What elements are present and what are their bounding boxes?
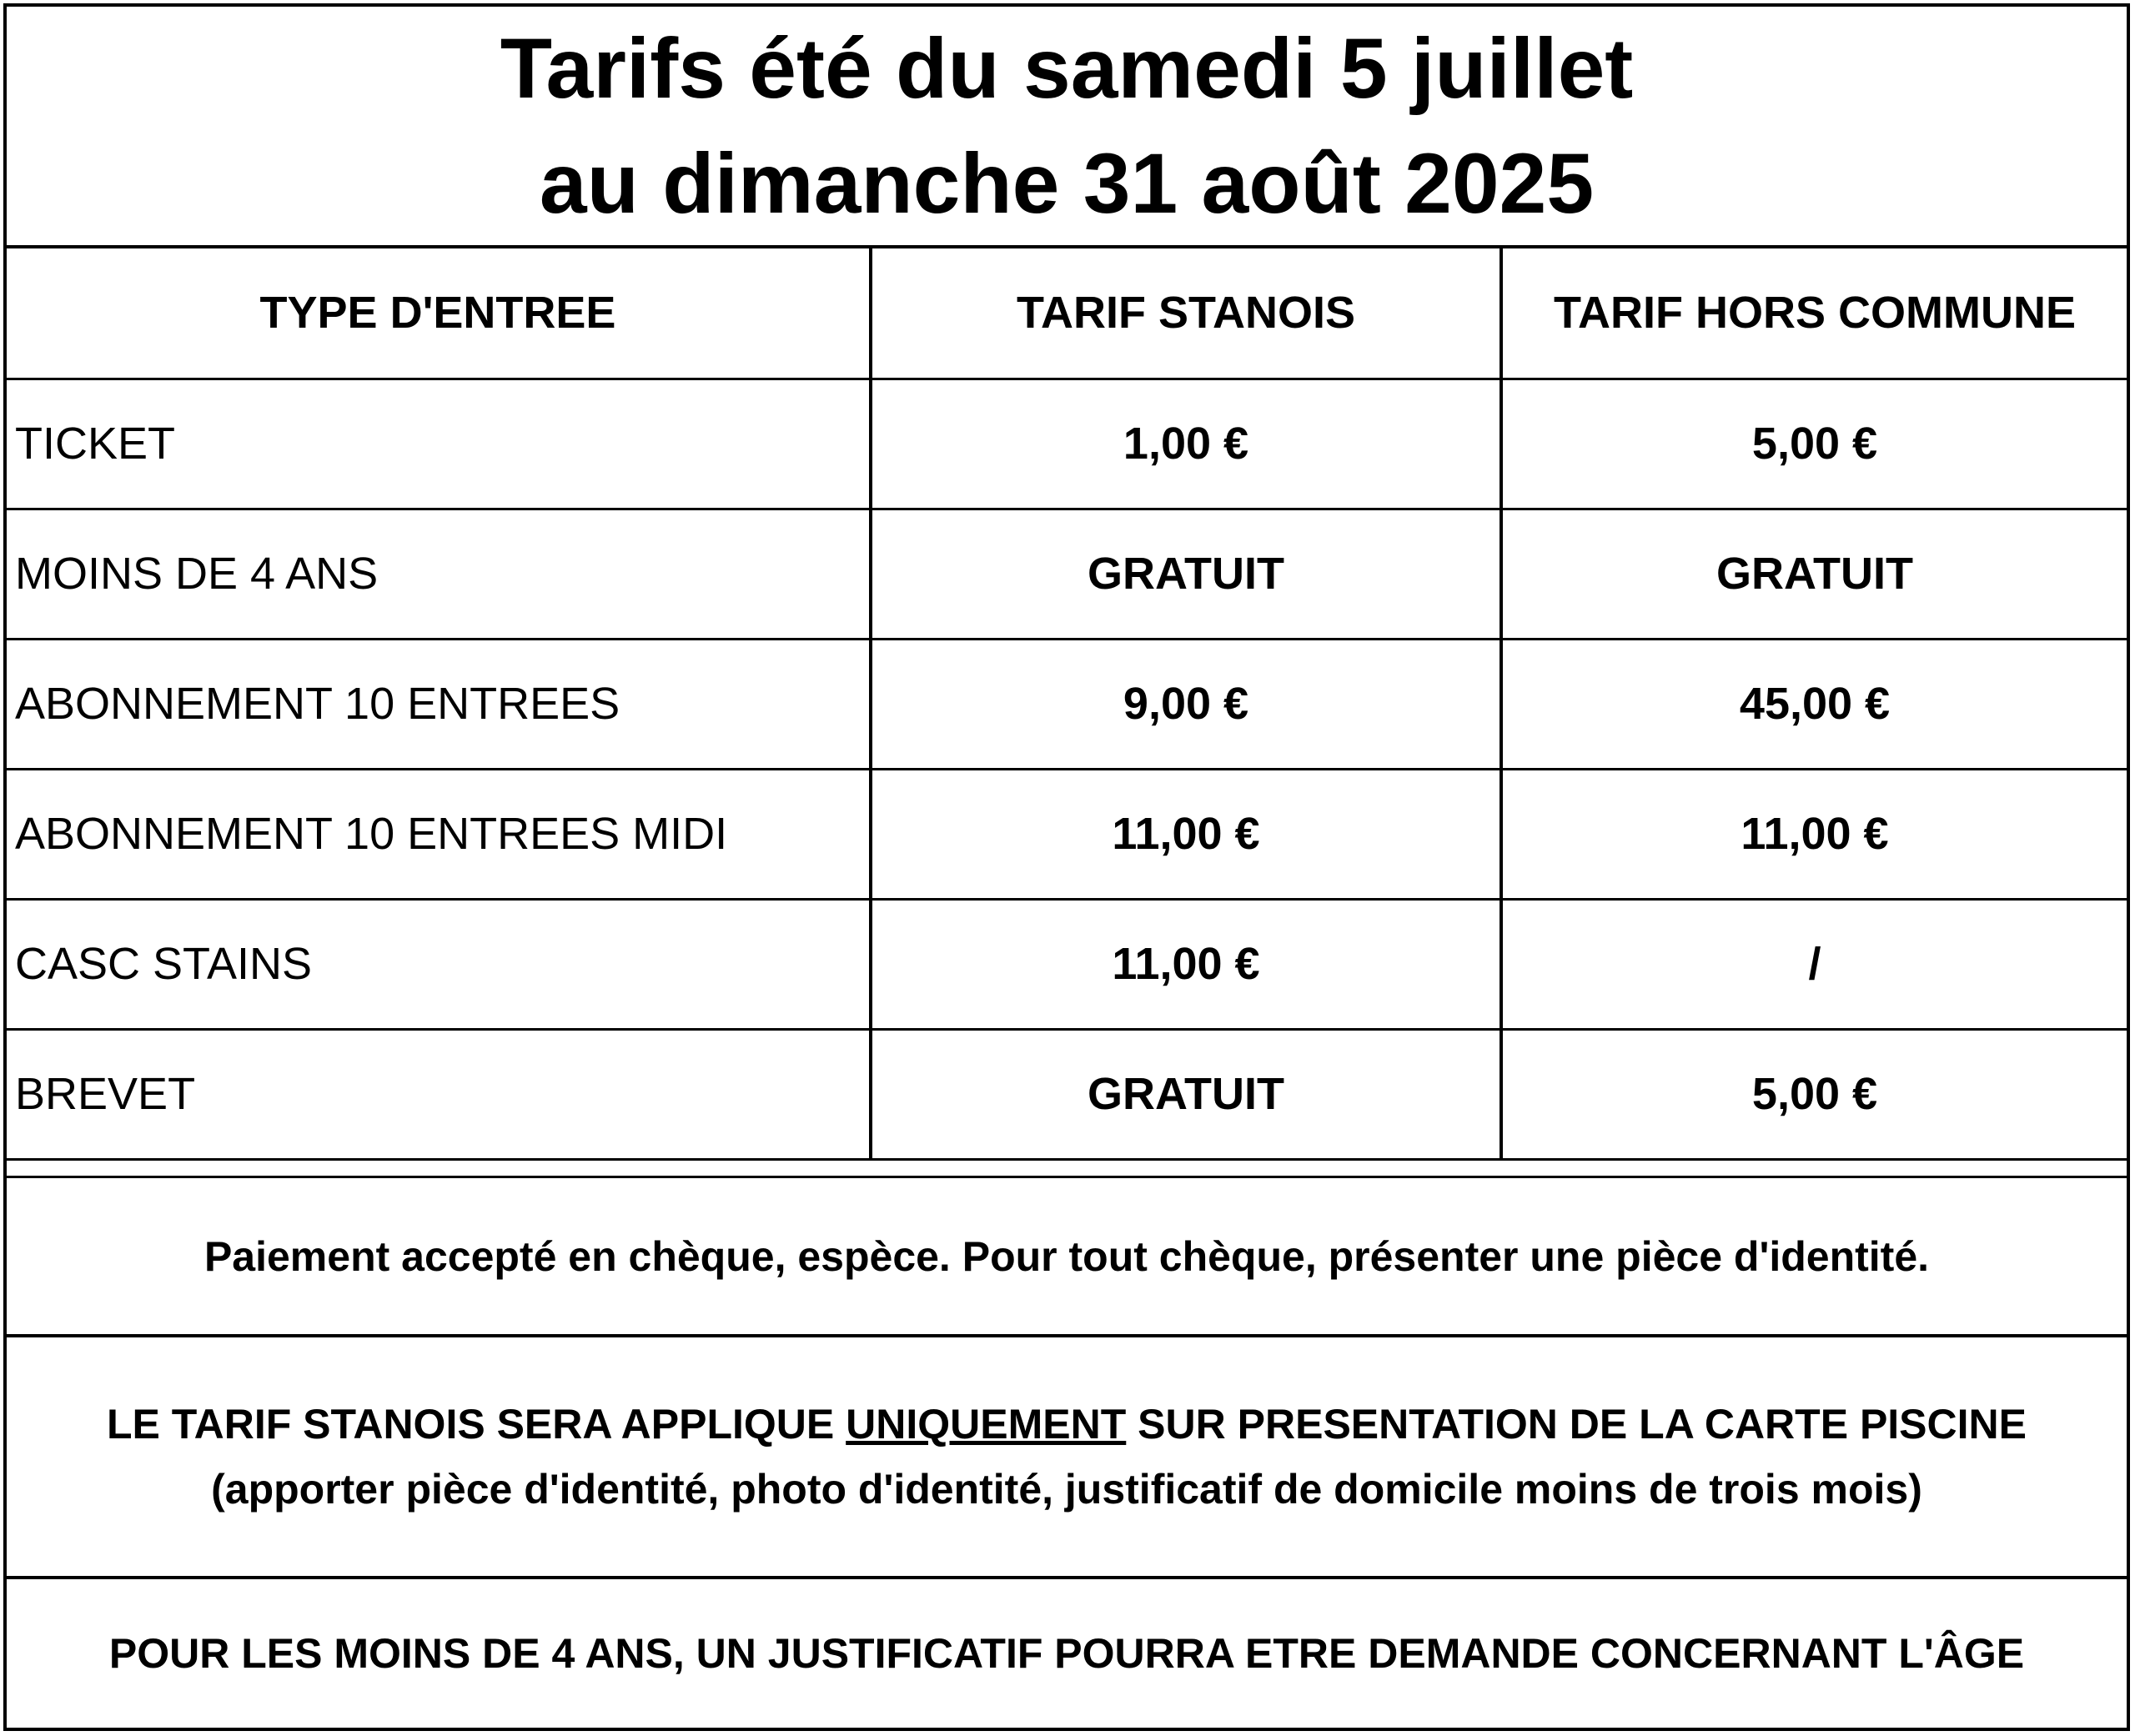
header-stanois: TARIF STANOIS bbox=[871, 248, 1501, 379]
row-hors-commune: GRATUIT bbox=[1501, 509, 2127, 639]
row-hors-commune: 5,00 € bbox=[1501, 1029, 2127, 1159]
tarif-after: SUR PRESENTATION DE LA CARTE PISCINE bbox=[1126, 1401, 2027, 1448]
header-hors-commune: TARIF HORS COMMUNE bbox=[1501, 248, 2127, 379]
documents-text: (apporter pièce d'identité, photo d'identité, justificatif de domicile moins de trois mois) bbox=[211, 1466, 1922, 1513]
table-row bbox=[7, 899, 2127, 1029]
table-row bbox=[7, 379, 2127, 509]
table-row bbox=[7, 509, 2127, 639]
header-type: TYPE D'ENTREE bbox=[7, 248, 871, 379]
header-row bbox=[7, 248, 2127, 379]
row-type: TICKET bbox=[7, 379, 871, 509]
row-stanois: 1,00 € bbox=[871, 379, 1501, 509]
age-text: POUR LES MOINS DE 4 ANS, UN JUSTIFICATIF POURRA ETRE DEMANDE CONCERNANT L'ÂGE bbox=[108, 1630, 2025, 1677]
row-stanois: GRATUIT bbox=[871, 509, 1501, 639]
row-hors-commune: / bbox=[1501, 899, 2127, 1029]
row-type: ABONNEMENT 10 ENTREES bbox=[7, 639, 871, 769]
row-type: BREVET bbox=[7, 1029, 871, 1159]
payment-text: Paiement accepté en chèque, espèce. Pour tout chèque, présenter une pièce d'identité. bbox=[203, 1232, 1930, 1280]
row-type: CASC STAINS bbox=[7, 899, 871, 1029]
row-hors-commune: 45,00 € bbox=[1501, 639, 2127, 769]
payment-note bbox=[7, 1176, 2127, 1334]
title-line-1: Tarifs été du samedi 5 juillet bbox=[500, 21, 1634, 116]
title-line-2: au dimanche 31 août 2025 bbox=[539, 136, 1595, 231]
row-stanois: 11,00 € bbox=[871, 899, 1501, 1029]
row-stanois: 9,00 € bbox=[871, 639, 1501, 769]
tarif-condition-note bbox=[7, 1334, 2127, 1576]
price-sheet bbox=[3, 3, 2130, 1731]
row-hors-commune: 5,00 € bbox=[1501, 379, 2127, 509]
row-stanois: GRATUIT bbox=[871, 1029, 1501, 1159]
table-row bbox=[7, 769, 2127, 899]
tarif-before: LE TARIF STANOIS SERA APPLIQUE bbox=[107, 1401, 846, 1448]
rates-table bbox=[7, 248, 2127, 1161]
tarif-underlined: UNIQUEMENT bbox=[846, 1401, 1127, 1448]
row-hors-commune: 11,00 € bbox=[1501, 769, 2127, 899]
row-type: MOINS DE 4 ANS bbox=[7, 509, 871, 639]
page-title bbox=[7, 7, 2127, 248]
table-row bbox=[7, 639, 2127, 769]
tarif-condition-line bbox=[107, 1392, 2027, 1457]
age-note bbox=[7, 1576, 2127, 1728]
row-type: ABONNEMENT 10 ENTREES MIDI bbox=[7, 769, 871, 899]
row-stanois: 11,00 € bbox=[871, 769, 1501, 899]
table-row bbox=[7, 1029, 2127, 1159]
